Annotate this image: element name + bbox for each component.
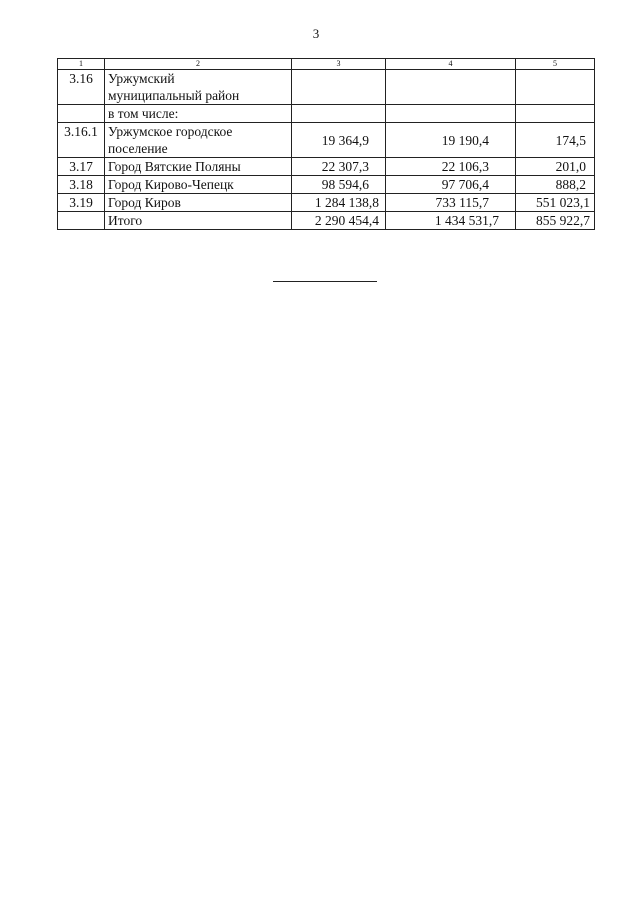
cell-value-3: 22 307,3 bbox=[292, 158, 386, 176]
row-name-line: Уржумское городское bbox=[108, 124, 233, 139]
cell-value-3: 2 290 454,4 bbox=[292, 212, 386, 230]
cell-value-5: 855 922,7 bbox=[516, 212, 595, 230]
table-header-row bbox=[58, 59, 595, 70]
cell-value-5: 174,5 bbox=[516, 123, 595, 158]
cell-value-3 bbox=[292, 70, 386, 105]
row-number: 3.16.1 bbox=[58, 123, 105, 158]
row-name-line: Город Кирово-Чепецк bbox=[108, 177, 234, 192]
row-name bbox=[105, 158, 292, 176]
cell-value-4 bbox=[386, 70, 516, 105]
row-name-line: поселение bbox=[108, 141, 168, 156]
cell-value-3 bbox=[292, 105, 386, 123]
column-header-1: 1 bbox=[58, 59, 105, 70]
row-name-line: Итого bbox=[108, 213, 143, 228]
row-name-line: Город Вятские Поляны bbox=[108, 159, 241, 174]
row-name-line: муниципальный район bbox=[108, 88, 240, 103]
cell-value-3: 98 594,6 bbox=[292, 176, 386, 194]
cell-value-4: 97 706,4 bbox=[386, 176, 516, 194]
cell-value-4: 1 434 531,7 bbox=[386, 212, 516, 230]
column-header-3: 3 bbox=[292, 59, 386, 70]
row-number: 3.16 bbox=[58, 70, 105, 105]
cell-value-5: 201,0 bbox=[516, 158, 595, 176]
cell-value-4: 22 106,3 bbox=[386, 158, 516, 176]
row-name bbox=[105, 194, 292, 212]
table-row bbox=[58, 123, 595, 158]
table-row-total bbox=[58, 212, 595, 230]
budget-table bbox=[57, 58, 595, 230]
cell-value-3: 1 284 138,8 bbox=[292, 194, 386, 212]
table-row bbox=[58, 194, 595, 212]
row-number: 3.17 bbox=[58, 158, 105, 176]
row-number bbox=[58, 212, 105, 230]
row-name bbox=[105, 212, 292, 230]
row-name-line: Уржумский bbox=[108, 71, 175, 86]
row-number: 3.19 bbox=[58, 194, 105, 212]
column-header-4: 4 bbox=[386, 59, 516, 70]
cell-value-4 bbox=[386, 105, 516, 123]
table-row bbox=[58, 105, 595, 123]
cell-value-3: 19 364,9 bbox=[292, 123, 386, 158]
row-name-line: в том числе: bbox=[108, 106, 179, 121]
page-number: 3 bbox=[312, 26, 320, 41]
table-row bbox=[58, 176, 595, 194]
row-number bbox=[58, 105, 105, 123]
row-name bbox=[105, 176, 292, 194]
end-divider-line bbox=[273, 281, 377, 282]
row-number: 3.18 bbox=[58, 176, 105, 194]
row-name bbox=[105, 123, 292, 158]
column-header-5: 5 bbox=[516, 59, 595, 70]
row-name bbox=[105, 70, 292, 105]
cell-value-5 bbox=[516, 70, 595, 105]
cell-value-5: 888,2 bbox=[516, 176, 595, 194]
cell-value-5 bbox=[516, 105, 595, 123]
cell-value-5: 551 023,1 bbox=[516, 194, 595, 212]
table-row bbox=[58, 70, 595, 105]
cell-value-4: 19 190,4 bbox=[386, 123, 516, 158]
row-name bbox=[105, 105, 292, 123]
table-row bbox=[58, 158, 595, 176]
cell-value-4: 733 115,7 bbox=[386, 194, 516, 212]
row-name-line: Город Киров bbox=[108, 195, 181, 210]
column-header-2: 2 bbox=[105, 59, 292, 70]
